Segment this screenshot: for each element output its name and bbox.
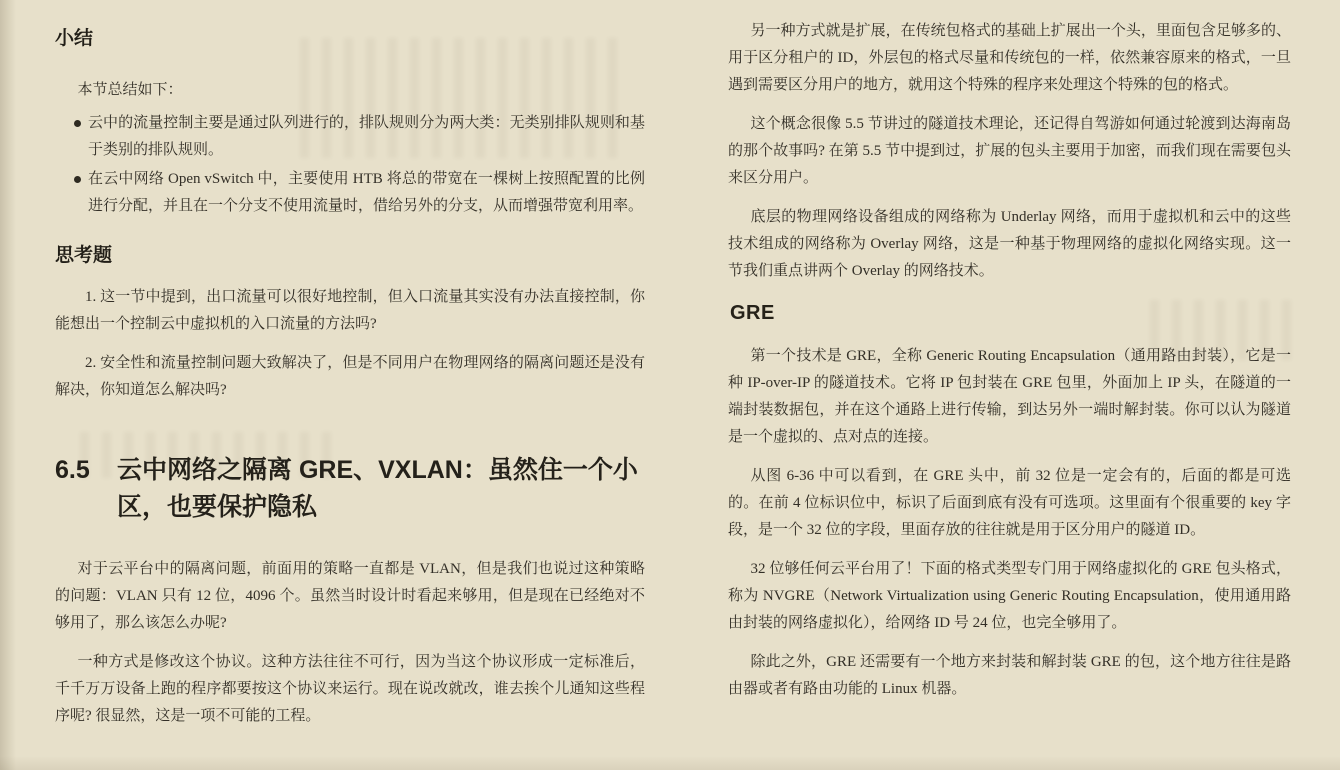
body-paragraph: 除此之外，GRE 还需要有一个地方来封装和解封装 GRE 的包，这个地方往往是路由器或者有路由功能的 Linux 机器。: [728, 654, 1291, 697]
summary-bullet-list: [55, 110, 645, 220]
page-bottom-shade: [0, 756, 1340, 770]
body-paragraph: 第一个技术是 GRE，全称 Generic Routing Encapsulation（通用路由封装），它是一种 IP-over-IP 的隧道技术。它将 IP 包封装在 GRE 包里，外面加上 IP 头，在隧道的一端封装数据包，并在这个通路上进行传输，到达另外一端时解封装。你可以认为隧道是一个虚拟的、点对点的连接。: [728, 348, 1291, 445]
question-item: 1. 这一节中提到，出口流量可以很好地控制，但入口流量其实没有办法直接控制，你能想出一个控制云中虚拟机的入口流量的方法吗?: [55, 289, 645, 332]
section-heading: [55, 452, 645, 526]
question-item: 2. 安全性和流量控制问题大致解决了，但是不同用户在物理网络的隔离问题还是没有解决，你知道怎么解决吗?: [55, 355, 645, 398]
bullet-item: [55, 110, 645, 164]
body-paragraph: 从图 6-36 中可以看到，在 GRE 头中，前 32 位是一定会有的，后面的都是可选的。在前 4 位标识位中，标识了后面到底有没有可选项。这里面有个很重要的 key 字段，是一个 32 位的字段，里面存放的往往就是用于区分用户的隧道 ID。: [728, 468, 1291, 538]
page-edge-shadow: [0, 0, 16, 770]
right-column: [728, 0, 1291, 715]
bullet-icon: [74, 176, 81, 183]
body-paragraph: 对于云平台中的隔离问题，前面用的策略一直都是 VLAN，但是我们也说过这种策略的问题：VLAN 只有 12 位，4096 个。虽然当时设计时看起来够用，但是现在已经绝对不够用了，那么该怎么办呢?: [55, 561, 645, 631]
bullet-text: 在云中网络 Open vSwitch 中，主要使用 HTB 将总的带宽在一棵树上按照配置的比例进行分配，并且在一个分支不使用流量时，借给另外的分支，从而增强带宽利用率。: [88, 171, 645, 214]
bullet-icon: [74, 120, 81, 127]
body-paragraph: 底层的物理网络设备组成的网络称为 Underlay 网络，而用于虚拟机和云中的这些技术组成的网络称为 Overlay 网络，这是一种基于物理网络的虚拟化网络实现。这一节我们重点讲两个 Overlay 的网络技术。: [728, 209, 1291, 279]
gre-heading: GRE: [730, 302, 775, 324]
body-paragraph: 32 位够任何云平台用了！下面的格式类型专门用于网络虚拟化的 GRE 包头格式，称为 NVGRE（Network Virtualization using Generic Routing Encapsulation，使用通用路由封装的网络虚拟化），给网络 ID 号 24 位，也完全够用了。: [728, 561, 1291, 631]
summary-heading: 小结: [55, 28, 94, 49]
bullet-text: 云中的流量控制主要是通过队列进行的，排队规则分为两大类：无类别排队规则和基于类别的排队规则。: [88, 115, 645, 158]
body-paragraph: 这个概念很像 5.5 节讲过的隧道技术理论，还记得自驾游如何通过轮渡到达海南岛的那个故事吗? 在第 5.5 节中提到过，扩展的包头主要用于加密，而我们现在需要包头来区分用户。: [728, 116, 1291, 186]
section-number: 6.5: [55, 456, 90, 484]
body-paragraph: 另一种方式就是扩展，在传统包格式的基础上扩展出一个头，里面包含足够多的、用于区分租户的 ID，外层包的格式尽量和传统包的一样，依然兼容原来的格式，一旦遇到需要区分用户的地方，就用这个特殊的程序来处理这个特殊的包的格式。: [728, 23, 1291, 93]
body-paragraph: 一种方式是修改这个协议。这种方法往往不可行，因为当这个协议形成一定标准后，千千万万设备上跑的程序都要按这个协议来运行。现在说改就改，谁去挨个儿通知这些程序呢? 很显然，这是一项不可能的工程。: [55, 654, 645, 724]
questions-heading: 思考题: [55, 245, 113, 266]
bullet-item: [55, 166, 645, 220]
left-column: [55, 0, 645, 730]
section-title: 云中网络之隔离 GRE、VXLAN：虽然住一个小区，也要保护隐私: [117, 456, 638, 521]
summary-intro: 本节总结如下：: [77, 82, 183, 98]
